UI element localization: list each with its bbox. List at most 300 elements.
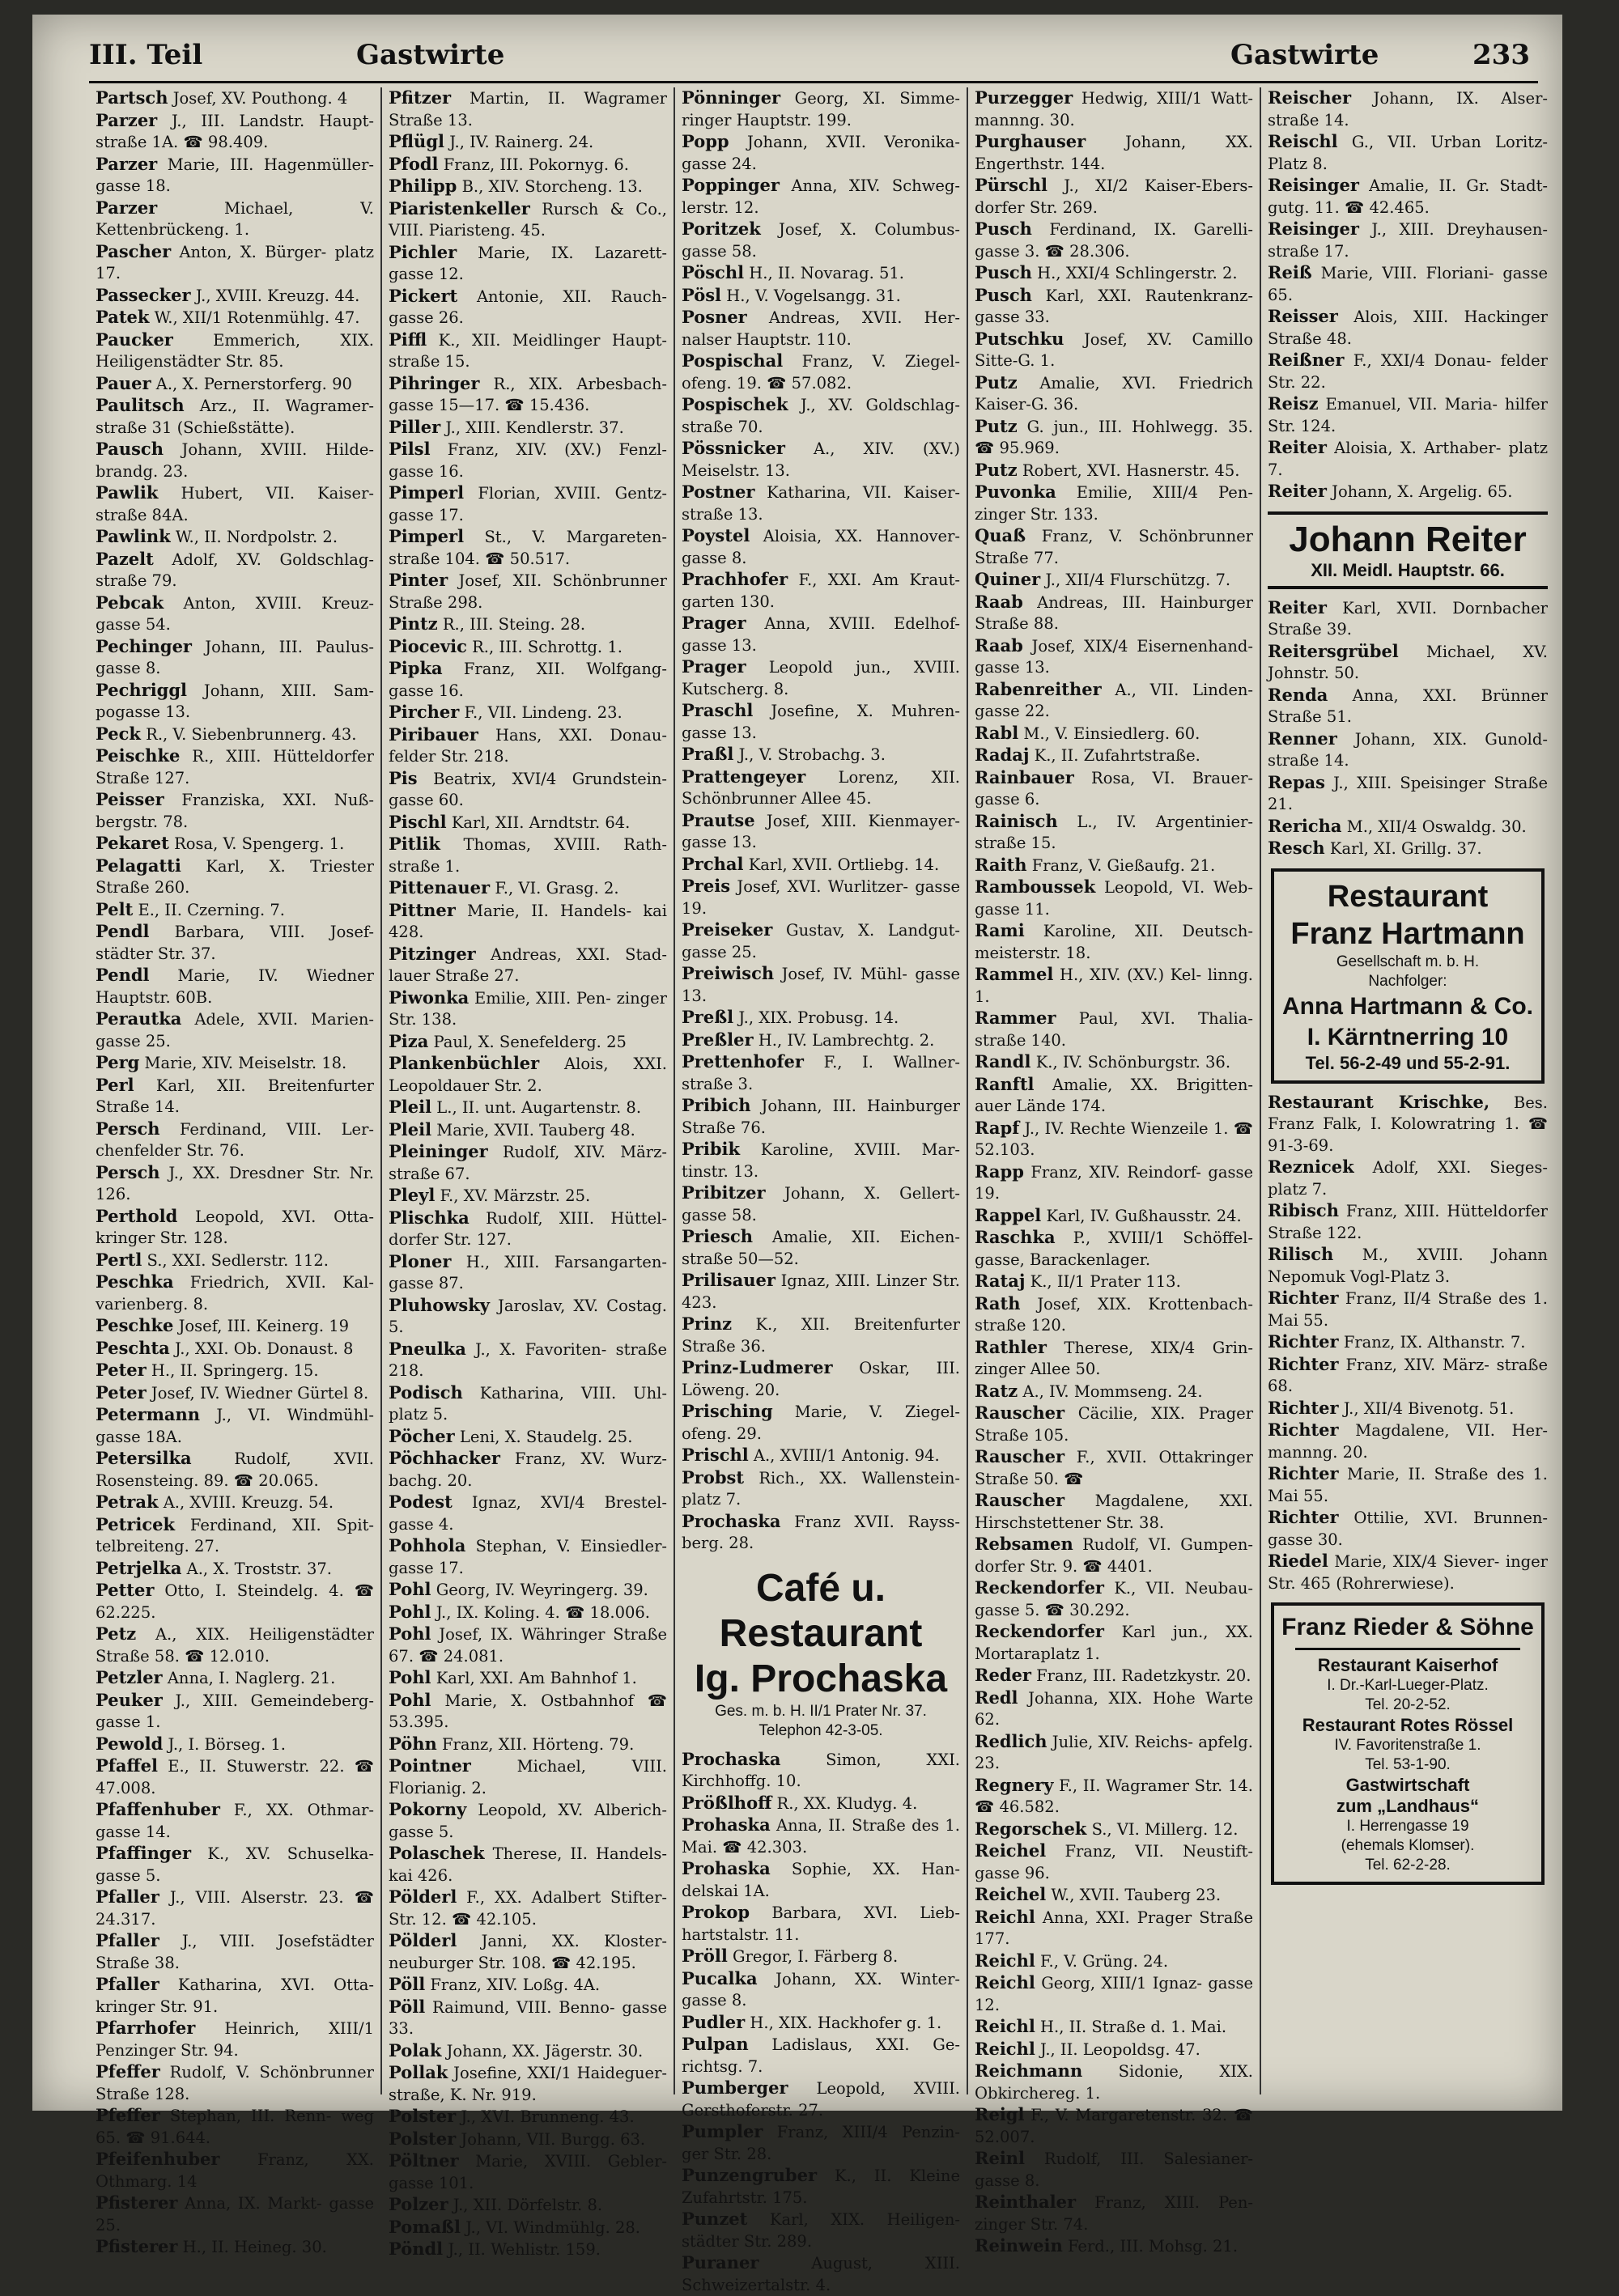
entry-details: Karl, XII. Breitenfurter Straße 14.: [96, 1076, 375, 1116]
entry-details: Josefine, X. Muhren- gasse 13.: [682, 702, 960, 742]
entry-name: Prager: [682, 656, 746, 677]
directory-entry: [682, 1401, 960, 1445]
entry-details: Ladislaus, XXI. Ge- richtsg. 7.: [682, 2035, 960, 2076]
entry-details: Anna, XIV. Schweg- lerstr. 12.: [682, 176, 960, 217]
entry-name: Pawlink: [96, 526, 171, 546]
directory-entry: [682, 394, 960, 438]
directory-entry: [975, 1161, 1253, 1205]
entry-name: Petersilka: [96, 1448, 192, 1468]
column-5: [1261, 87, 1554, 2094]
directory-entry: [975, 745, 1253, 767]
entry-name: Pauer: [96, 372, 151, 393]
entry-details: Franz, XII. Hörteng. 79.: [441, 1734, 635, 1754]
entry-name: Pribik: [682, 1139, 741, 1159]
entry-name: Raith: [975, 854, 1027, 875]
entry-name: Rataj: [975, 1271, 1026, 1291]
directory-entry: [389, 1886, 667, 1930]
entry-name: Persch: [96, 1161, 160, 1182]
entry-details: Josef, XVI. Wurlitzer- gasse 19.: [682, 877, 960, 918]
directory-entry: [1268, 816, 1548, 838]
entry-details: Rosa, VI. Brauer- gasse 6.: [975, 768, 1253, 808]
directory-entry: [389, 526, 667, 570]
entry-details: Anna, IX. Markt- gasse 25.: [96, 2194, 374, 2234]
entry-name: Rauscher: [975, 1490, 1065, 1510]
directory-entry: [975, 1446, 1253, 1490]
directory-entry: [389, 1295, 667, 1339]
entry-details: Georg, XI. Simme- ringer Hauptstr. 199.: [682, 89, 961, 129]
entry-details: Johann, III. Paulus- gasse 8.: [96, 637, 374, 677]
entry-name: Pfeffer: [96, 2105, 160, 2125]
directory-entry: [1268, 1507, 1548, 1551]
entry-name: Poystel: [682, 525, 750, 545]
entry-details: F., VII. Lindeng. 23.: [464, 703, 623, 722]
entry-name: Piaristenkeller: [389, 197, 530, 219]
entry-name: Pleyl: [389, 1185, 436, 1205]
directory-entry: [975, 1775, 1253, 1819]
column-2: [382, 87, 675, 2259]
entry-details: Hedwig, XIII/1 Watt- mannng. 30.: [975, 89, 1253, 129]
entry-name: Reigl: [975, 2104, 1025, 2124]
directory-entry: [96, 2061, 374, 2105]
entry-details: Marie, II. Straße des 1. Mai 55.: [1268, 1465, 1548, 1505]
directory-entry: [975, 876, 1253, 920]
directory-entry: [682, 219, 960, 262]
entry-name: Pittner: [389, 899, 456, 920]
directory-entry: [389, 1930, 667, 1974]
entry-name: Richter: [1268, 1331, 1339, 1352]
entry-details: L., II. unt. Augartenstr. 8.: [436, 1098, 642, 1117]
entry-details: Georg, XIII/1 Ignaz- gasse 12.: [975, 1974, 1253, 2014]
page-number: 233: [1472, 39, 1530, 71]
ad-line: IV. Favoritenstraße 1.: [1334, 1737, 1481, 1754]
directory-entry: [975, 1972, 1253, 2016]
entry-details: Anna, XXI. Brünner Straße 51.: [1268, 685, 1548, 726]
entry-details: Andreas, XVII. Her- nalser Hauptstr. 110.: [682, 308, 960, 349]
entry-details: Adolf, XXI. Sieges- platz 7.: [1268, 1158, 1548, 1199]
entry-details: Marie, X. Ostbahnhof ☎ 53.395.: [389, 1691, 667, 1731]
directory-entry: [1268, 641, 1548, 685]
entry-name: Pönninger: [682, 87, 781, 108]
directory-entry: [96, 680, 374, 724]
directory-entry: [682, 2209, 960, 2252]
directory-entry: [96, 1755, 374, 1799]
entry-details: Karoline, XII. Deutsch- meisterstr. 18.: [975, 922, 1253, 962]
entry-details: Franz, II/4 Straße des 1. Mai 55.: [1268, 1289, 1548, 1330]
entry-name: Pfarrhofer: [96, 2018, 196, 2038]
entry-details: Josef, XV. Pouthong. 4: [172, 89, 348, 108]
entry-details: Aloisia, X. Arthaber- platz 7.: [1268, 439, 1548, 479]
entry-details: Marie, XVII. Tauberg 48.: [436, 1120, 635, 1140]
directory-entry: [682, 1902, 960, 1946]
entry-details: Heinrich, XIII/1 Penzinger Str. 94.: [96, 2019, 374, 2060]
entry-details: Rich., XX. Wallenstein- platz 7.: [682, 1468, 960, 1509]
entry-details: Rursch & Co., VIII. Piaristeng. 45.: [389, 199, 667, 240]
directory-entry: [975, 679, 1253, 723]
directory-entry: [1268, 306, 1548, 350]
directory-entry: [682, 262, 960, 285]
directory-entry: [1268, 219, 1548, 262]
entry-name: Punzengruber: [682, 2165, 818, 2185]
ad-line: Nachfolger:: [1368, 972, 1447, 990]
entry-name: Reichl: [975, 1950, 1035, 1971]
entry-details: Emilie, XIII. Pen- zinger Str. 138.: [389, 988, 667, 1029]
entry-details: Aloisia, XX. Hannover- gasse 8.: [682, 527, 960, 567]
directory-entry: [96, 110, 374, 154]
directory-entry: [975, 723, 1253, 745]
entry-details: Leopold, XV. Alberich- gasse 5.: [389, 1801, 667, 1841]
directory-entry: [682, 1467, 960, 1511]
directory-entry: [389, 176, 667, 198]
entry-name: Rabenreither: [975, 678, 1102, 699]
directory-entry: [1268, 772, 1548, 816]
entry-name: Pusch: [975, 284, 1032, 305]
directory-entry: [682, 854, 960, 876]
entry-details: Franz, XII. Wolfgang- gasse 16.: [389, 660, 667, 700]
directory-entry: [682, 1029, 960, 1052]
entry-name: Pusch: [975, 219, 1032, 239]
entry-details: W., XVII. Tauberg 23.: [1051, 1886, 1222, 1904]
directory-entry: [96, 2236, 374, 2259]
directory-entry: [975, 1381, 1253, 1403]
entry-details: H., IV. Lambrechtg. 2.: [758, 1030, 935, 1050]
directory-entry: [682, 1858, 960, 1902]
column-3: [675, 87, 968, 2294]
directory-entry: [96, 789, 374, 833]
entry-details: Johann, X. Argelig. 65.: [1332, 482, 1513, 501]
entry-details: Rudolf, XVII. Rosensteing. 89. ☎ 20.065.: [96, 1449, 374, 1490]
entry-name: Renda: [1268, 684, 1328, 705]
entry-name: Perl: [96, 1074, 134, 1095]
entry-details: A., X. Pernerstorferg. 90: [155, 374, 352, 393]
entry-name: Reiter: [1268, 596, 1327, 618]
entry-details: Adele, XVII. Marien- gasse 25.: [96, 1010, 374, 1050]
entry-details: M., XII/4 Oswaldg. 30.: [1346, 817, 1527, 836]
directory-entry: [96, 1930, 374, 1974]
entry-details: Anton, X. Bürger- platz 17.: [96, 242, 375, 282]
directory-entry: [96, 1667, 374, 1690]
entry-name: Pilsl: [389, 439, 431, 459]
directory-entry: [682, 1051, 960, 1095]
directory-entry: [975, 592, 1253, 635]
entry-name: Pis: [389, 767, 418, 788]
entry-name: Reder: [975, 1665, 1031, 1685]
entry-name: Richter: [1268, 1463, 1339, 1483]
entry-name: Priesch: [682, 1226, 754, 1246]
entry-name: Rammel: [975, 964, 1054, 984]
entry-name: Reisz: [1268, 393, 1319, 414]
directory-entry: [975, 175, 1253, 219]
entry-name: Reichl: [975, 1906, 1035, 1927]
entry-name: Patek: [96, 307, 150, 327]
entry-details: F., XVII. Ottakringer Straße 50. ☎: [975, 1448, 1254, 1488]
entry-name: Pendl: [96, 921, 150, 941]
directory-entry: [975, 1884, 1253, 1907]
entry-name: Richter: [1268, 1420, 1339, 1440]
entry-name: Petter: [96, 1580, 155, 1600]
entry-name: Puraner: [682, 2252, 759, 2273]
entry-details: A., XIX. Heiligenstädter Straße 58. ☎ 12.010.: [96, 1625, 374, 1666]
directory-entry: [682, 1946, 960, 1968]
entry-name: Pluhowsky: [389, 1294, 490, 1315]
directory-entry: [389, 242, 667, 286]
directory-entry: [975, 2016, 1253, 2039]
entry-details: R., III. Schrottg. 1.: [472, 637, 623, 656]
directory-entry: [96, 526, 374, 549]
entry-details: B., XIV. Storcheng. 13.: [461, 177, 643, 196]
entry-details: Cäcilie, XIX. Prager Straße 105.: [975, 1404, 1254, 1445]
entry-details: M., XVIII. Johann Nepomuk Vogl-Platz 3.: [1268, 1246, 1548, 1286]
directory-entry: [975, 372, 1253, 416]
directory-entry: [975, 635, 1253, 679]
entry-details: Johann, XX. Engerthstr. 144.: [975, 133, 1253, 173]
directory-entry: [96, 1271, 374, 1315]
entry-details: F., XX. Othmar- gasse 14.: [96, 1801, 374, 1841]
entry-details: Magdalene, VII. Her- mannng. 20.: [1268, 1421, 1549, 1462]
entry-name: Resch: [1268, 838, 1325, 858]
entry-details: Andreas, XXI. Stad- lauer Straße 27.: [389, 944, 667, 985]
entry-name: Podisch: [389, 1381, 463, 1403]
directory-entry: [96, 965, 374, 1008]
directory-entry: [682, 766, 960, 810]
entry-details: Franz, XIV. (XV.) Fenzl- gasse 16.: [389, 440, 667, 481]
entry-details: G., VII. Urban Loritz- Platz 8.: [1268, 133, 1548, 173]
directory-entry: [96, 549, 374, 592]
entry-name: Pohhola: [389, 1535, 466, 1555]
directory-entry: [1268, 838, 1548, 860]
entry-name: Putz: [975, 459, 1018, 480]
directory-entry: [682, 1749, 960, 1793]
directory-entry: [389, 1251, 667, 1295]
directory-entry: [975, 2192, 1253, 2235]
directory-entry: [975, 811, 1253, 855]
directory-entry: [96, 1886, 374, 1930]
entry-details: Karl jun., XX. Mortaraplatz 1.: [975, 1623, 1253, 1663]
directory-entry: [1268, 1200, 1548, 1244]
entry-name: Pucalka: [682, 1967, 758, 1988]
entry-details: Leopold, VI. Web- gasse 11.: [975, 878, 1253, 919]
directory-entry: [1268, 393, 1548, 437]
entry-details: Marie, V. Ziegel- ofeng. 29.: [682, 1403, 960, 1443]
entry-name: Pumpler: [682, 2121, 763, 2141]
entry-details: G. jun., III. Hohlwegg. 35. ☎ 95.969.: [975, 417, 1253, 457]
entry-details: Karoline, XVIII. Mar- tinstr. 13.: [682, 1140, 960, 1181]
directory-entry: [1268, 1420, 1548, 1463]
entry-name: Piocevic: [389, 635, 467, 656]
directory-entry: [682, 1226, 960, 1270]
entry-details: Ferdinand, VIII. Ler- chenfelder Str. 76.: [96, 1119, 374, 1160]
entry-details: Michael, VIII. Florianig. 2.: [389, 1757, 668, 1797]
entry-details: R., V. Siebenbrunnerg. 43.: [146, 724, 357, 744]
entry-details: F., XV. Märzstr. 25.: [440, 1186, 591, 1205]
column-title-left: Gastwirte: [356, 39, 505, 71]
directory-entry: [975, 1118, 1253, 1161]
entry-name: Pusch: [975, 262, 1032, 282]
directory-entry: [96, 1514, 374, 1558]
directory-entry: [96, 1623, 374, 1667]
directory-entry: [389, 1339, 667, 1382]
directory-entry: [389, 900, 667, 944]
entry-details: Gustav, X. Landgut- gasse 25.: [682, 921, 960, 961]
entry-details: Arz., II. Wagramer- straße 31 (Schießstätte).: [96, 397, 375, 437]
directory-entry: [975, 2060, 1253, 2104]
entry-details: Oskar, III. Löweng. 20.: [682, 1359, 960, 1399]
directory-entry: [682, 131, 960, 175]
entry-name: Raab: [975, 634, 1023, 656]
entry-details: J., II. Wehlistr. 159.: [448, 2240, 601, 2259]
directory-entry: [389, 834, 667, 877]
entry-details: Franz, VII. Neustift- gasse 96.: [975, 1842, 1253, 1882]
directory-entry: [389, 724, 667, 768]
directory-entry: [682, 1445, 960, 1467]
entry-details: J., II. Leopoldsg. 47.: [1040, 2039, 1200, 2059]
entry-details: H., II. Straße d. 1. Mai.: [1040, 2018, 1227, 2036]
entry-name: Randl: [975, 1051, 1031, 1072]
entry-details: K., II. Zufahrtstraße.: [1034, 746, 1200, 765]
ad-franz-rieder: [1271, 1602, 1545, 1885]
entry-name: Reznicek: [1268, 1156, 1354, 1177]
ad-title: Ig. Prochaska: [694, 1657, 948, 1700]
entry-name: Riedel: [1268, 1551, 1328, 1571]
entry-name: Pfodl: [389, 153, 439, 174]
entry-details: J., XII/4 Bivenotg. 51.: [1343, 1398, 1515, 1418]
entry-name: Polaschek: [389, 1843, 485, 1863]
ad-title: Café u. Restaurant: [719, 1566, 923, 1655]
entry-details: J., XIX. Probusg. 14.: [738, 1008, 899, 1027]
directory-entry: [682, 350, 960, 394]
entry-details: H., XIV. (XV.) Kel- linng. 1.: [975, 966, 1253, 1006]
directory-entry: [1268, 350, 1548, 393]
entry-details: J., X. Favoriten- straße 218.: [389, 1339, 667, 1380]
entry-name: Pfaller: [96, 1886, 159, 1907]
entry-name: Pimperl: [389, 526, 465, 546]
column-1: [89, 87, 382, 2256]
entry-details: Franz, III. Pokornyg. 6.: [443, 155, 629, 174]
entry-name: Pölderl: [389, 1886, 457, 1907]
ad-line: Tel. 56-2-49 und 55-2-91.: [1305, 1052, 1511, 1073]
entry-name: Petz: [96, 1623, 137, 1644]
entry-details: H., V. Vogelsangg. 31.: [726, 286, 901, 305]
directory-entry: [389, 702, 667, 724]
entry-name: Reitersgrübel: [1268, 640, 1399, 661]
entry-name: Pöll: [389, 1996, 426, 2017]
directory-entry: [1268, 131, 1548, 175]
entry-details: S., XXI. Sedlerstr. 112.: [147, 1250, 329, 1270]
directory-entry: [975, 920, 1253, 964]
directory-entry: [389, 1579, 667, 1602]
entry-name: Pleil: [389, 1097, 432, 1117]
directory-entry: [1268, 597, 1548, 641]
entry-name: Pöchhacker: [389, 1448, 500, 1468]
directory-entry: [975, 460, 1253, 482]
entry-name: Pöll: [389, 1974, 426, 1994]
entry-name: Rauscher: [975, 1403, 1065, 1423]
entry-name: Pomaßl: [389, 2216, 461, 2237]
directory-entry: [975, 525, 1253, 569]
directory-entry: [1268, 1551, 1548, 1594]
directory-entry: [389, 439, 667, 482]
entry-details: Josef, XIX. Krottenbach- straße 120.: [975, 1294, 1254, 1335]
entry-name: Pohl: [389, 1601, 431, 1622]
entry-name: Ploner: [389, 1250, 452, 1271]
entry-name: Reichmann: [975, 2060, 1083, 2081]
entry-name: Restaurant Krischke,: [1268, 1091, 1490, 1112]
entry-details: Bes. Franz Falk, I. Kolowratring 1. ☎ 91-3-69.: [1268, 1093, 1548, 1155]
entry-details: J., VIII. Alserstr. 23. ☎ 24.317.: [96, 1888, 374, 1929]
entry-details: Stephan, V. Einsiedler- gasse 17.: [389, 1537, 667, 1577]
directory-entry: [96, 197, 374, 241]
entry-name: Piller: [389, 416, 441, 437]
entry-details: Marie, XVIII. Gebler- gasse 101.: [389, 2152, 667, 2192]
entry-name: Peuker: [96, 1689, 163, 1710]
ad-line: Restaurant Kaiserhof: [1317, 1655, 1498, 1675]
directory-entry: [96, 2149, 374, 2192]
entry-name: Pipka: [389, 658, 443, 678]
entry-details: J., XVI. Brunneng. 43.: [461, 2107, 635, 2126]
entry-name: Perautka: [96, 1008, 182, 1029]
entry-name: Peck: [96, 723, 141, 744]
directory-entry: [975, 329, 1253, 372]
directory-entry: [975, 1008, 1253, 1051]
directory-entry: [975, 1337, 1253, 1381]
entry-name: Preßl: [682, 1007, 734, 1027]
entry-name: Purghauser: [975, 131, 1086, 151]
entry-name: Pribich: [682, 1095, 751, 1115]
entry-name: Parzer: [96, 197, 158, 218]
entry-details: S., VI. Millerg. 12.: [1091, 1819, 1239, 1839]
entry-name: Pospischek: [682, 394, 788, 414]
ad-johann-reiter: [1268, 511, 1548, 589]
entry-name: Pösl: [682, 284, 722, 305]
entry-name: Reichl: [975, 2016, 1035, 2036]
entry-name: Preßler: [682, 1029, 754, 1050]
directory-entry: [389, 154, 667, 176]
directory-entry: [389, 2128, 667, 2151]
entry-name: Rilisch: [1268, 1244, 1334, 1264]
entry-details: Martin, II. Wagramer Straße 13.: [389, 89, 667, 129]
directory-entry: [389, 812, 667, 834]
entry-details: Johann, VII. Burgg. 63.: [461, 2129, 646, 2149]
entry-name: Quaß: [975, 525, 1026, 545]
directory-entry: [389, 987, 667, 1031]
entry-name: Reinl: [975, 2148, 1026, 2168]
directory-entry: [96, 439, 374, 482]
directory-entry: [96, 329, 374, 373]
entry-details: Josef, IX. Währinger Straße 67. ☎ 24.081.: [389, 1625, 668, 1666]
directory-entry: [682, 1511, 960, 1555]
entry-name: Prachhofer: [682, 569, 788, 589]
entry-details: Paul, X. Senefelderg. 25: [433, 1032, 627, 1051]
entry-name: Perthold: [96, 1205, 178, 1226]
entry-details: Andreas, III. Hainburger Straße 88.: [975, 592, 1254, 633]
entry-details: Adolf, XV. Goldschlag- straße 79.: [96, 550, 375, 590]
entry-details: Rudolf, XIV. März- straße 67.: [389, 1143, 667, 1183]
entry-details: J., XV. Goldschlag- straße 70.: [682, 396, 961, 436]
entry-details: Leni, X. Staudelg. 25.: [459, 1427, 633, 1446]
entry-details: J., XVIII. Kreuzg. 44.: [195, 286, 360, 305]
directory-entry: [96, 373, 374, 396]
entry-name: Pinter: [389, 570, 448, 590]
entry-details: Anna, XVIII. Edelhof- gasse 13.: [682, 614, 960, 655]
ad-franz-hartmann: [1271, 868, 1545, 1084]
directory-entry: [975, 2148, 1253, 2192]
entry-name: Prischl: [682, 1445, 749, 1465]
directory-entry: [975, 1227, 1253, 1271]
entry-name: Peschke: [96, 1315, 174, 1335]
entry-details: Barbara, VIII. Josef- städter Str. 37.: [96, 923, 374, 963]
entry-name: Punzet: [682, 2209, 748, 2229]
directory-entry: [389, 2150, 667, 2194]
directory-entry: [1268, 87, 1548, 131]
